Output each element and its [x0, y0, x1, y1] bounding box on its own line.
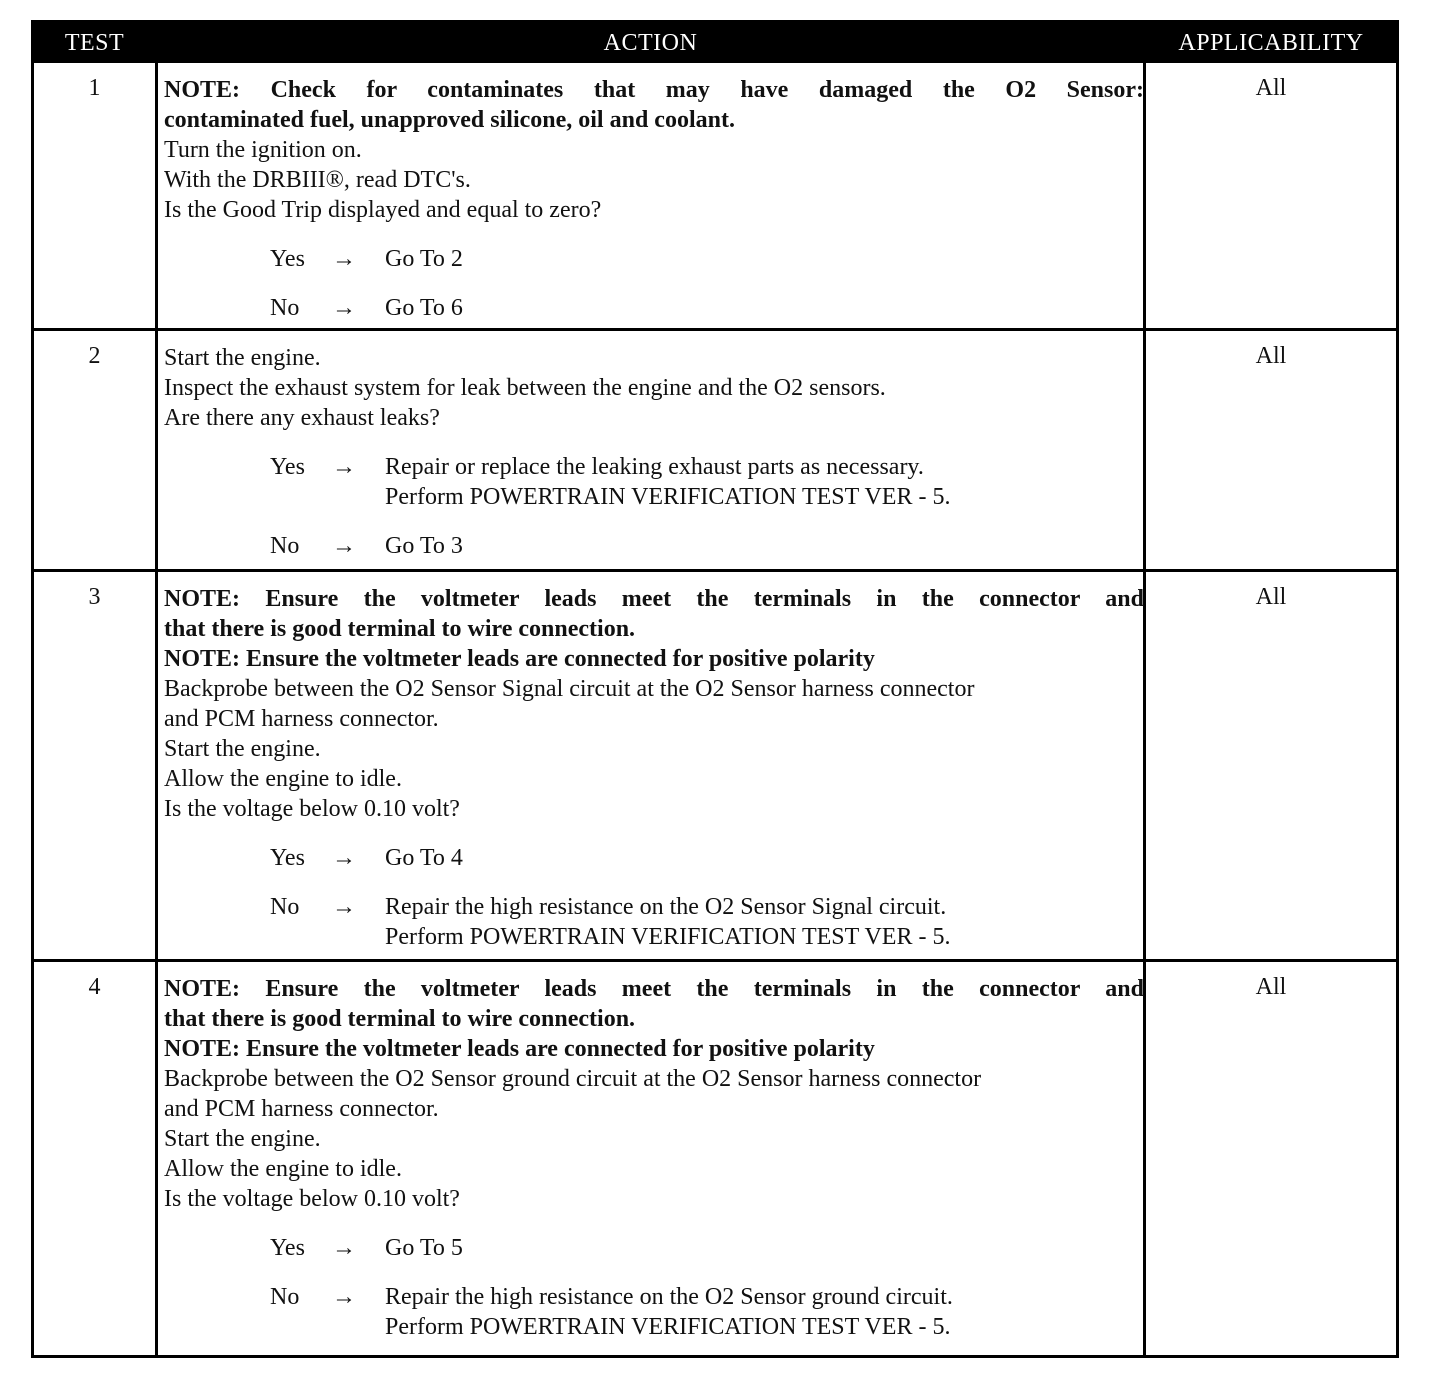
instruction-line: Is the voltage below 0.10 volt?	[164, 796, 460, 822]
no-label: No	[270, 295, 300, 321]
arrow-icon: →	[332, 845, 356, 871]
no-branch	[164, 892, 1144, 952]
test-number: 2	[88, 343, 101, 369]
yes-label: Yes	[270, 1235, 305, 1261]
no-action: Go To 6	[385, 295, 463, 321]
table-row	[34, 962, 1396, 1355]
no-action-continued: Perform POWERTRAIN VERIFICATION TEST VER - 5.	[385, 924, 951, 950]
applicability-value: All	[1255, 584, 1287, 610]
note-line: contaminated fuel, unapproved silicone, oil and coolant.	[164, 107, 735, 133]
instruction-line: Inspect the exhaust system for leak between the engine and the O2 sensors.	[164, 375, 886, 401]
no-label: No	[270, 894, 300, 920]
instruction-line: Start the engine.	[164, 736, 321, 762]
header-test: TEST	[64, 30, 125, 56]
yes-label: Yes	[270, 845, 305, 871]
diagnostic-test-table	[31, 20, 1399, 1358]
note-line: NOTE: Ensure the voltmeter leads are connected for positive polarity	[164, 646, 875, 672]
instruction-line: and PCM harness connector.	[164, 706, 439, 732]
no-action: Go To 3	[385, 533, 463, 559]
table-row	[34, 331, 1396, 572]
yes-action: Repair or replace the leaking exhaust parts as necessary.	[385, 454, 924, 480]
yes-branch	[164, 843, 1144, 873]
yes-action-continued: Perform POWERTRAIN VERIFICATION TEST VER - 5.	[385, 484, 951, 510]
yes-label: Yes	[270, 246, 305, 272]
arrow-icon: →	[332, 295, 356, 321]
no-label: No	[270, 533, 300, 559]
no-branch	[164, 531, 1144, 561]
no-label: No	[270, 1284, 300, 1310]
note-line: NOTE: Check for contaminates that may have damaged the O2 Sensor:	[164, 77, 1144, 103]
arrow-icon: →	[332, 246, 356, 272]
test-number: 1	[88, 75, 101, 101]
arrow-icon: →	[332, 894, 356, 920]
instruction-line: Are there any exhaust leaks?	[164, 405, 440, 431]
yes-action: Go To 4	[385, 845, 463, 871]
yes-branch	[164, 1233, 1144, 1263]
instruction-line: and PCM harness connector.	[164, 1096, 439, 1122]
row-divider	[34, 959, 1396, 962]
instruction-line: Is the Good Trip displayed and equal to zero?	[164, 197, 602, 223]
yes-action: Go To 5	[385, 1235, 463, 1261]
test-number: 3	[88, 584, 101, 610]
note-line: NOTE: Ensure the voltmeter leads are connected for positive polarity	[164, 1036, 875, 1062]
action-text	[164, 343, 1144, 561]
applicability-value: All	[1255, 974, 1287, 1000]
no-action: Repair the high resistance on the O2 Sensor ground circuit.	[385, 1284, 953, 1310]
table-row	[34, 572, 1396, 962]
header-action: ACTION	[603, 30, 698, 56]
applicability-value: All	[1255, 343, 1287, 369]
action-text	[164, 974, 1144, 1342]
table-header	[34, 23, 1396, 63]
row-divider	[34, 569, 1396, 572]
note-line: NOTE: Ensure the voltmeter leads meet the terminals in the connector and	[164, 976, 1144, 1002]
instruction-line: Turn the ignition on.	[164, 137, 362, 163]
applicability-value: All	[1255, 75, 1287, 101]
instruction-line: Start the engine.	[164, 345, 321, 371]
yes-branch	[164, 244, 1144, 274]
instruction-line: Allow the engine to idle.	[164, 1156, 402, 1182]
row-divider	[34, 328, 1396, 331]
arrow-icon: →	[332, 533, 356, 559]
test-number: 4	[88, 974, 101, 1000]
note-line: that there is good terminal to wire connection.	[164, 1006, 636, 1032]
header-applicability: APPLICABILITY	[1178, 30, 1364, 56]
note-line: that there is good terminal to wire connection.	[164, 616, 636, 642]
no-action: Repair the high resistance on the O2 Sensor Signal circuit.	[385, 894, 947, 920]
instruction-line: Start the engine.	[164, 1126, 321, 1152]
instruction-line: With the DRBIII®, read DTC's.	[164, 167, 471, 193]
table-row	[34, 63, 1396, 331]
arrow-icon: →	[332, 1235, 356, 1261]
yes-action: Go To 2	[385, 246, 463, 272]
instruction-line: Backprobe between the O2 Sensor ground circuit at the O2 Sensor harness connector	[164, 1066, 982, 1092]
note-line: NOTE: Ensure the voltmeter leads meet the terminals in the connector and	[164, 586, 1144, 612]
yes-branch	[164, 452, 1144, 512]
action-text	[164, 584, 1144, 952]
action-text	[164, 75, 1144, 323]
yes-label: Yes	[270, 454, 305, 480]
instruction-line: Backprobe between the O2 Sensor Signal circuit at the O2 Sensor harness connector	[164, 676, 975, 702]
arrow-icon: →	[332, 1284, 356, 1310]
arrow-icon: →	[332, 454, 356, 480]
instruction-line: Is the voltage below 0.10 volt?	[164, 1186, 460, 1212]
no-branch	[164, 293, 1144, 323]
instruction-line: Allow the engine to idle.	[164, 766, 402, 792]
no-action-continued: Perform POWERTRAIN VERIFICATION TEST VER - 5.	[385, 1314, 951, 1340]
no-branch	[164, 1282, 1144, 1342]
